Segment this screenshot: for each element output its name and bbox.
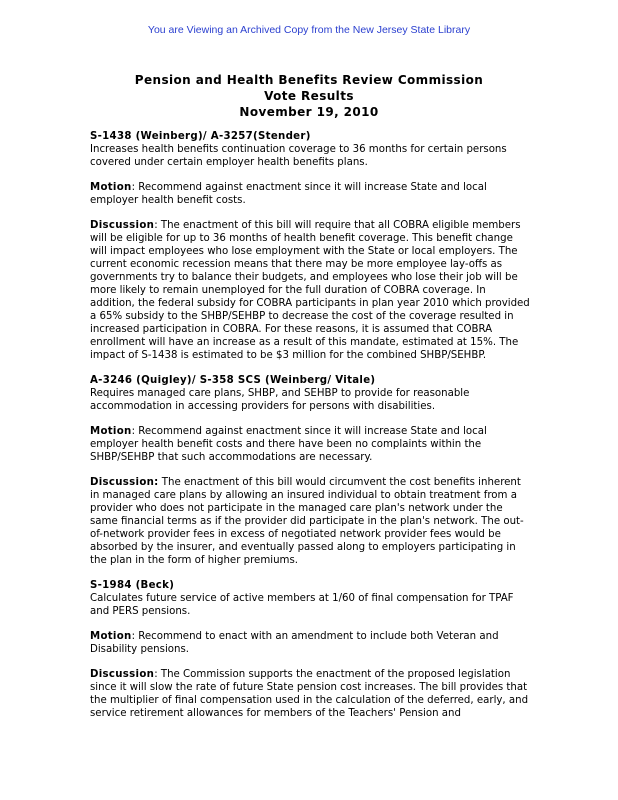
- discussion-text: The enactment of this bill would circumvent the cost benefits inherent in managed care plans by allowing an insured individual to obtain treatment from a provider who does not participate in the managed care plan's network under the same financial terms as if the provider did participate in the plan's network. The out-of-network provider fees in excess of negotiated network provider fees would be absorbed by the insurer, and eventually passed along to employers participating in the plan in the form of higher premiums.: [90, 477, 524, 566]
- motion-label: Motion: [90, 426, 132, 437]
- bill-summary: Increases health benefits continuation coverage to 36 months for certain persons covered under certain employer health benefits plans.: [90, 144, 507, 168]
- bill-heading: S-1984 (Beck): [90, 580, 175, 591]
- motion-label: Motion: [90, 182, 132, 193]
- title-line-commission: Pension and Health Benefits Review Commission: [134, 73, 484, 87]
- motion-text: : Recommend against enactment since it will increase State and local employer health benefit costs and there have been no complaints within the SHBP/SEHBP that such accommodations are necessary.: [90, 426, 487, 463]
- motion-label: Motion: [90, 631, 132, 642]
- discussion-text: : The enactment of this bill will require that all COBRA eligible members will be eligible for up to 36 months of health benefit coverage. This benefit change will impact employees who lose employment with the State or local employers. The current economic recession means that there may be more employee lay-offs as governments try to balance their budgets, and employees who lose their job will be more likely to remain unemployed for the full duration of COBRA coverage. In addition, the federal subsidy for COBRA participants in plan year 2010 which provided a 65% subsidy to the SHBP/SEHBP to decrease the cost of the coverage resulted in increased participation in COBRA. For these reasons, it is assumed that COBRA enrollment will have an increase as a result of this mandate, estimated at 15%. The impact of S-1438 is estimated to be $3 million for the combined SHBP/SEHBP.: [90, 220, 530, 361]
- motion-paragraph: [90, 425, 530, 464]
- title-line-vote-results: Vote Results: [264, 89, 354, 103]
- bill-heading: S-1438 (Weinberg)/ A-3257(Stender): [90, 131, 311, 142]
- document-title: [0, 72, 618, 120]
- discussion-paragraph: [90, 219, 530, 362]
- bill-section: [90, 579, 530, 618]
- discussion-label: Discussion: [90, 669, 155, 680]
- bill-heading: A-3246 (Quigley)/ S-358 SCS (Weinberg/ Vitale): [90, 375, 376, 386]
- discussion-paragraph: [90, 668, 530, 720]
- motion-paragraph: [90, 630, 530, 656]
- archive-banner: You are Viewing an Archived Copy from the New Jersey State Library: [147, 24, 471, 36]
- motion-text: : Recommend against enactment since it will increase State and local employer health benefit costs.: [90, 182, 487, 206]
- bill-section: [90, 130, 530, 169]
- discussion-label: Discussion:: [90, 477, 159, 488]
- document-body: [90, 130, 530, 732]
- discussion-text: : The Commission supports the enactment of the proposed legislation since it will slow the rate of future State pension cost increases. The bill provides that the multiplier of final compensation used in the calculation of the deferred, early, and service retirement allowances for members of the Teachers' Pension and: [90, 669, 529, 719]
- discussion-paragraph: [90, 476, 530, 567]
- title-line-date: November 19, 2010: [239, 105, 379, 119]
- motion-paragraph: [90, 181, 530, 207]
- bill-summary: Requires managed care plans, SHBP, and SEHBP to provide for reasonable accommodation in accessing providers for persons with disabilities.: [90, 388, 470, 412]
- motion-text: : Recommend to enact with an amendment to include both Veteran and Disability pensions.: [90, 631, 499, 655]
- bill-section: [90, 374, 530, 413]
- bill-summary: Calculates future service of active members at 1/60 of final compensation for TPAF and PERS pensions.: [90, 593, 514, 617]
- discussion-label: Discussion: [90, 220, 155, 231]
